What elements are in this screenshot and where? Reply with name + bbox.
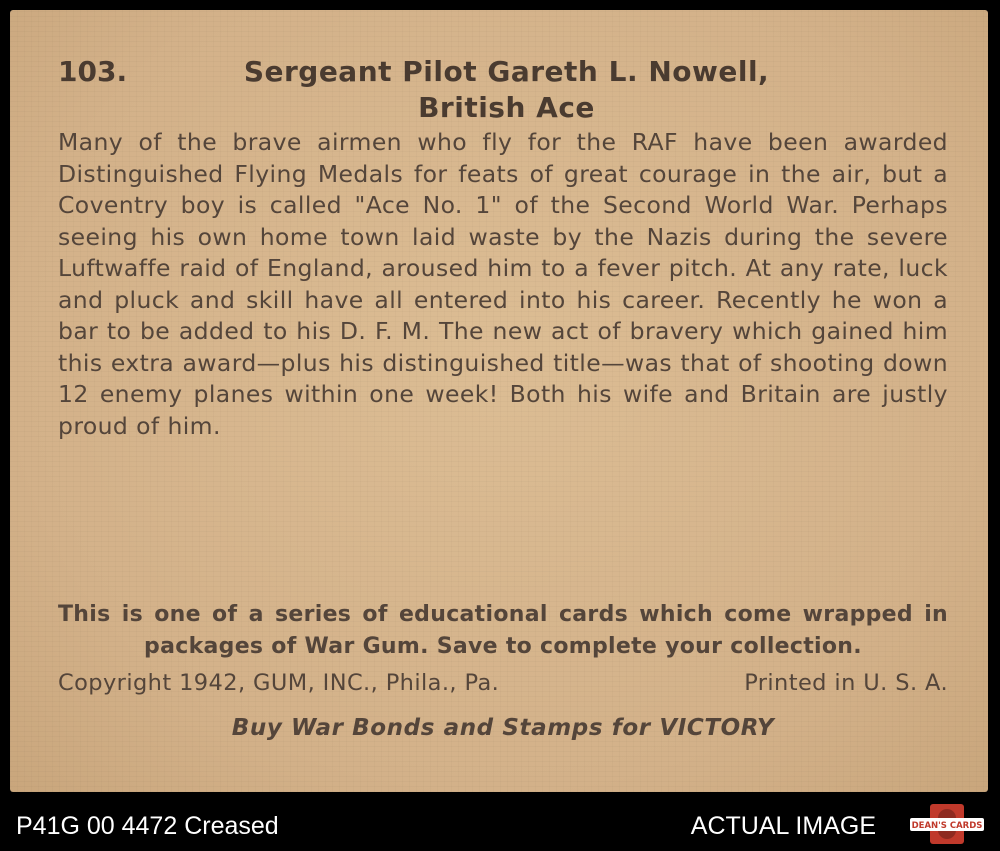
item-label: P41G 00 4472 Creased bbox=[16, 812, 279, 840]
copyright-line bbox=[58, 670, 948, 696]
deans-cards-logo-icon bbox=[908, 803, 986, 845]
printed-in-text: Printed in U. S. A. bbox=[744, 670, 948, 696]
listing-footer bbox=[0, 800, 1000, 851]
card-number: 103. bbox=[58, 55, 128, 88]
series-note: This is one of a series of educational cards which come wrapped in packages of War Gum. Save to complete your collection. bbox=[58, 602, 948, 659]
card-title-line-1: Sergeant Pilot Gareth L. Nowell, bbox=[243, 55, 770, 88]
trading-card-back bbox=[10, 10, 988, 792]
card-title bbox=[160, 54, 853, 126]
war-bonds-slogan: Buy War Bonds and Stamps for VICTORY bbox=[231, 715, 775, 741]
svg-text:DEAN'S CARDS: DEAN'S CARDS bbox=[911, 821, 983, 831]
card-biography: Many of the brave airmen who fly for the RAF have been awarded Distinguished Flying Medals for feats of great courage in the air, but a Coventry boy is called "Ace No. 1" of the Second World War. Perhaps seeing his own home town laid waste by the Nazis during the severe Luftwaffe raid of England, aroused him to a fever pitch. At any rate, luck and pluck and skill have all entered into his career. Recently he won a bar to be added to his D. F. M. The new act of bravery which gained him this extra award—plus his distinguished title—was that of shooting down 12 enemy planes within one week! Both his wife and Britain are justly proud of him. bbox=[58, 128, 948, 440]
copyright-text: Copyright 1942, GUM, INC., Phila., Pa. bbox=[58, 670, 500, 696]
card-title-line-2: British Ace bbox=[418, 91, 595, 124]
actual-image-label: ACTUAL IMAGE bbox=[690, 812, 876, 840]
